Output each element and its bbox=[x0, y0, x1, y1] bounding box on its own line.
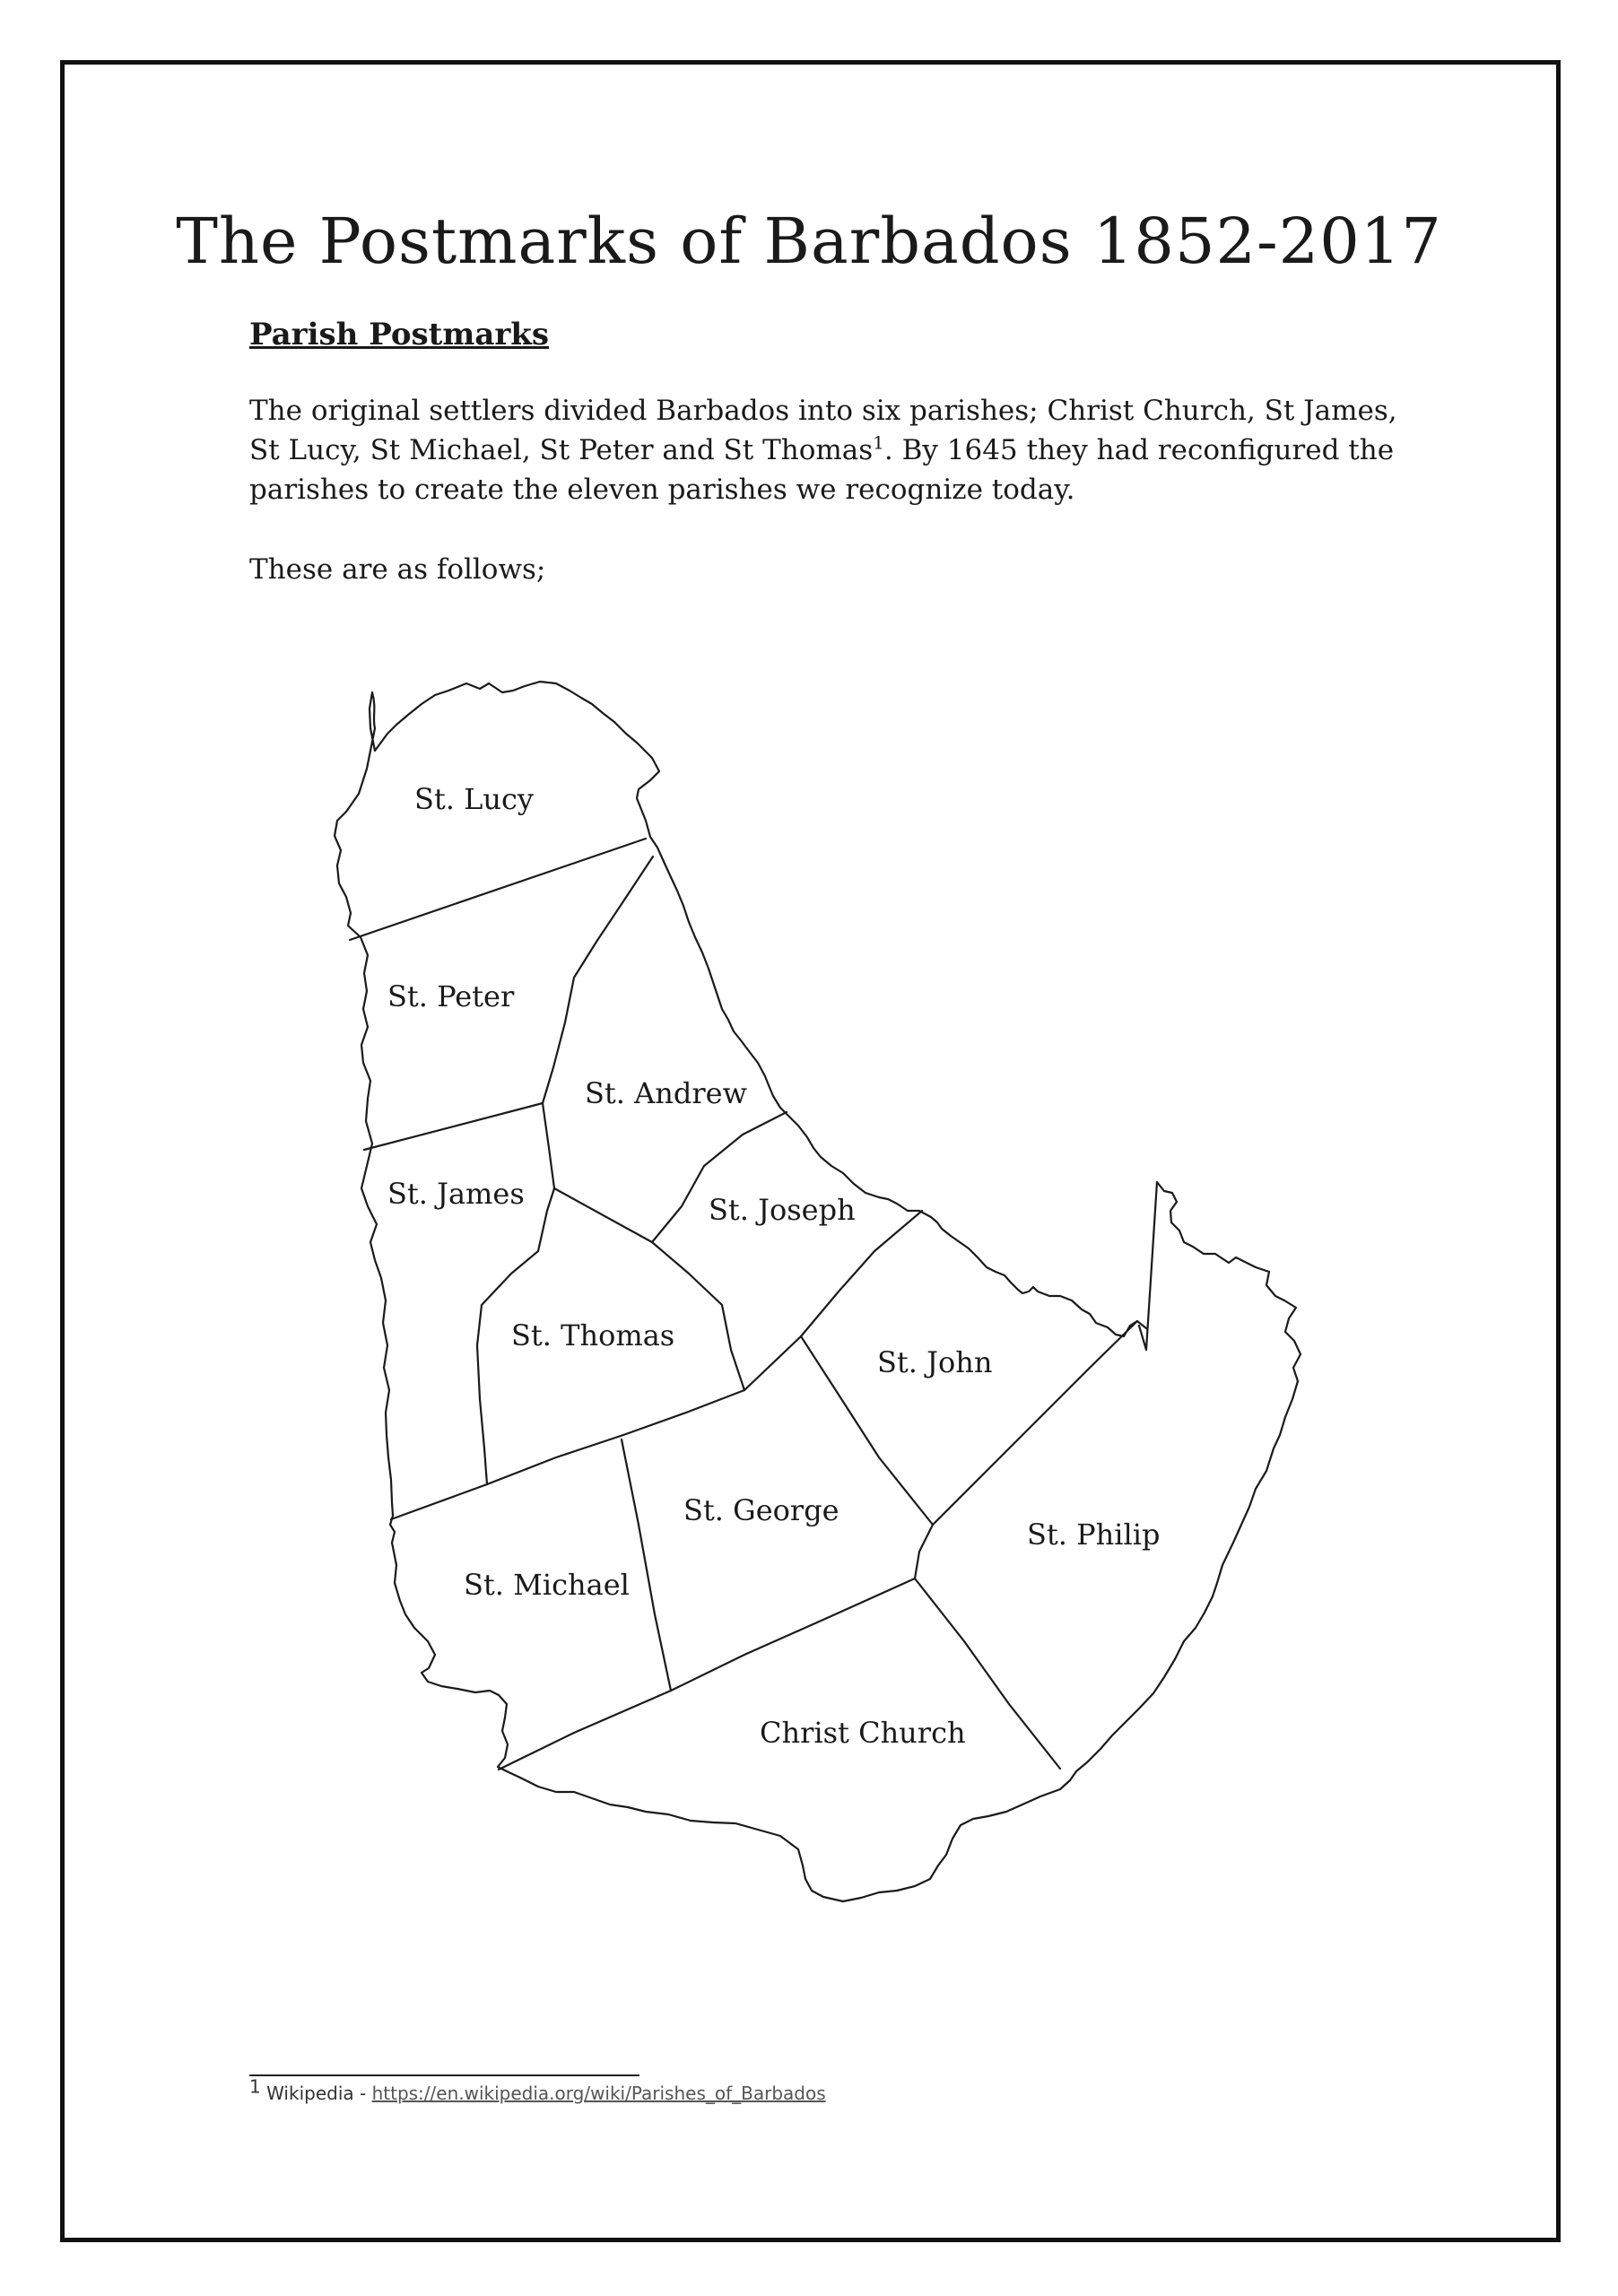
boundary-lucy-peter bbox=[350, 839, 646, 940]
footnote-reference[interactable]: 1 bbox=[873, 431, 884, 454]
parish-label-st-philip: St. Philip bbox=[1027, 1518, 1161, 1552]
boundary-peter-james bbox=[364, 1103, 543, 1150]
parish-label-st-james: St. James bbox=[387, 1177, 525, 1211]
footnote bbox=[249, 2075, 826, 2104]
parish-label-st-michael: St. Michael bbox=[464, 1568, 630, 1602]
footnote-source: Wikipedia - bbox=[266, 2083, 372, 2104]
intro-text-end: . By 1645 they had reconfigured the parishes to create the eleven parishes we recognize today. bbox=[249, 434, 1395, 506]
parish-label-christ-church: Christ Church bbox=[760, 1716, 966, 1750]
parish-label-st-george: St. George bbox=[683, 1493, 839, 1527]
footnote-marker: 1 bbox=[249, 2075, 261, 2098]
parish-label-st-lucy: St. Lucy bbox=[414, 782, 534, 816]
parish-label-st-joseph: St. Joseph bbox=[709, 1193, 856, 1227]
footnote-link[interactable]: https://en.wikipedia.org/wiki/Parishes_of_Barbados bbox=[371, 2083, 826, 2104]
follows-text: These are as follows; bbox=[249, 553, 546, 586]
boundary-michael-george bbox=[622, 1439, 671, 1691]
boundary-thomas-south bbox=[487, 1390, 744, 1484]
footnote-divider bbox=[249, 2074, 639, 2076]
parish-label-st-john: St. John bbox=[877, 1345, 993, 1379]
parish-label-st-andrew: St. Andrew bbox=[585, 1076, 747, 1110]
boundary-george-north bbox=[744, 1336, 801, 1390]
intro-text-start: The original settlers divided Barbados into six parishes; Christ Church, St James, St Lucy, St Michael, St Peter and St Thomas bbox=[249, 395, 1397, 466]
parish-label-st-peter: St. Peter bbox=[387, 979, 515, 1013]
boundary-peter-andrew bbox=[543, 857, 653, 1103]
boundary-james-michael bbox=[391, 1484, 487, 1519]
section-heading: Parish Postmarks bbox=[249, 317, 550, 352]
boundary-george-philip bbox=[915, 1525, 933, 1578]
parish-label-st-thomas: St. Thomas bbox=[511, 1318, 675, 1352]
page-title: The Postmarks of Barbados 1852-2017 bbox=[176, 204, 1442, 278]
boundary-andrew-thomas bbox=[543, 1103, 554, 1211]
boundary-joseph-john bbox=[801, 1211, 922, 1336]
